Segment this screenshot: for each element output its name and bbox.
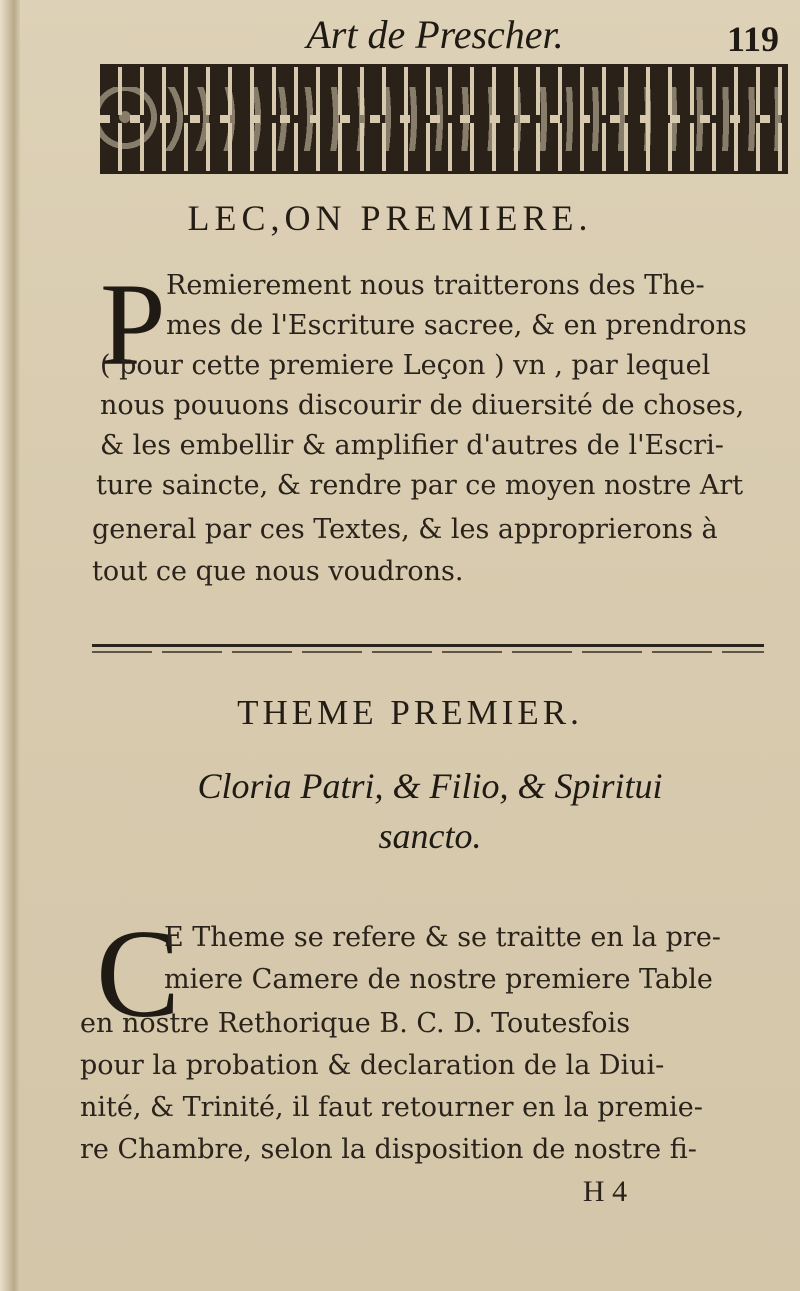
theme-text-line: Cloria Patri, & Filio, & Spiritui	[197, 766, 663, 806]
lesson-heading: LEC,ON PREMIERE.	[187, 198, 593, 238]
binding-gutter	[0, 0, 20, 1291]
fleur-de-lis-ornament-icon	[100, 64, 788, 174]
page-number: 119	[726, 19, 779, 59]
theme-body-line: re Chambre, selon la disposition de nostre fi-	[80, 1134, 697, 1165]
theme-body-line: nité, & Trinité, il faut retourner en la premie-	[80, 1092, 703, 1123]
theme-body-line: pour la probation & declaration de la Diui-	[80, 1050, 665, 1081]
theme-body-line: en nostre Rethorique B. C. D. Toutesfois	[80, 1008, 631, 1039]
lesson-line: general par ces Textes, & les approprierons à	[92, 514, 718, 545]
theme-heading: THEME PREMIER.	[237, 693, 583, 732]
lesson-line: & les embellir & amplifier d'autres de l'Escri-	[100, 430, 724, 461]
running-title: Art de Prescher.	[306, 12, 564, 57]
section-divider-dashes	[92, 651, 764, 653]
signature-mark: H 4	[582, 1175, 628, 1208]
drop-cap-p: P	[100, 259, 166, 390]
theme-body-line: E Theme se refere & se traitte en la pre-	[164, 922, 721, 953]
lesson-line: Remierement nous traitterons des The-	[166, 270, 705, 301]
lesson-line: ( pour cette premiere Leçon ) vn , par lequel	[100, 350, 711, 381]
theme-body-line: miere Camere de nostre premiere Table	[164, 964, 713, 995]
section-divider	[92, 644, 764, 650]
lesson-line: mes de l'Escriture sacree, & en prendrons	[166, 310, 747, 341]
drop-cap-c: C	[96, 905, 181, 1044]
theme-text-line: sancto.	[378, 816, 482, 856]
lesson-line: nous pouuons discourir de diuersité de choses,	[100, 390, 745, 421]
lesson-line: tout ce que nous voudrons.	[92, 556, 464, 587]
lesson-line: ture saincte, & rendre par ce moyen nostre Art	[96, 470, 744, 501]
